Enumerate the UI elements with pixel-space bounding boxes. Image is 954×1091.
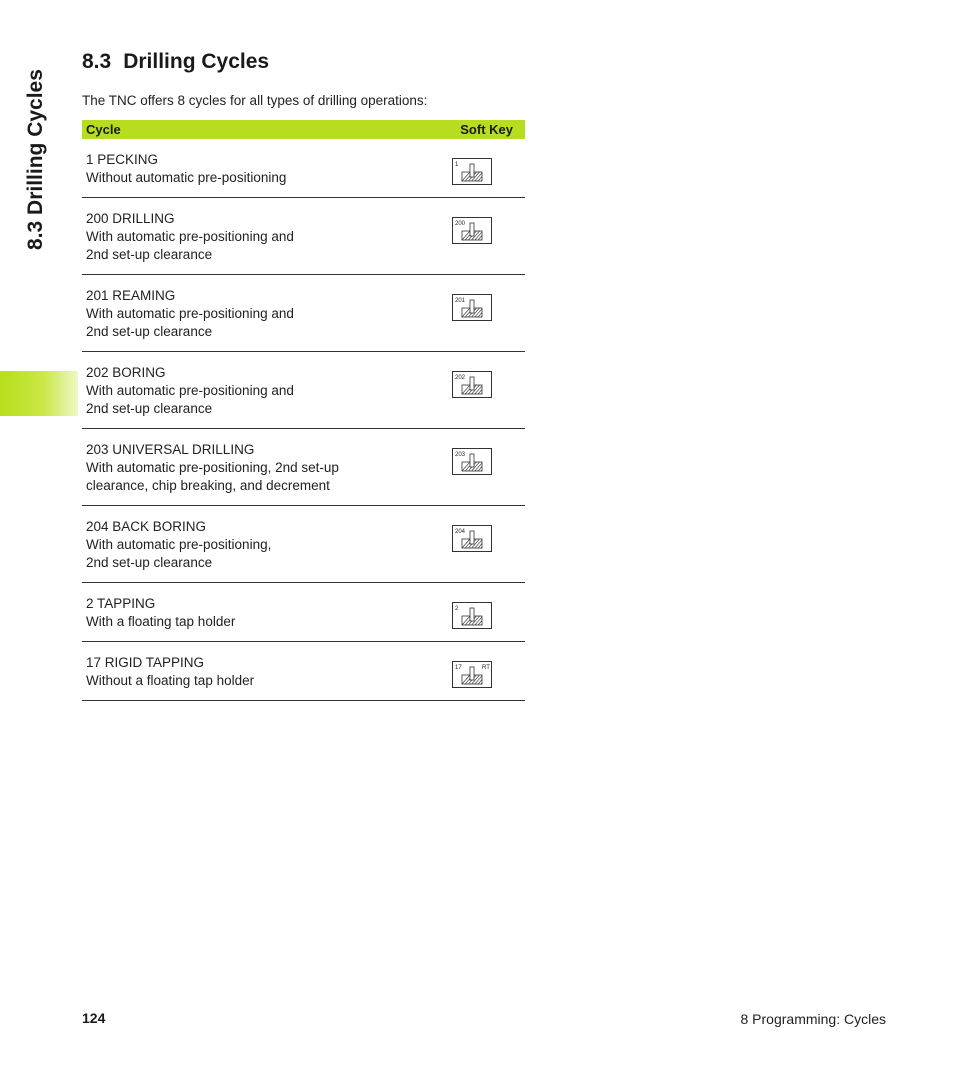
table-row bbox=[82, 429, 525, 506]
cycle-description bbox=[82, 275, 423, 352]
cycle-description-line: With automatic pre-positioning and bbox=[86, 229, 294, 244]
table-row bbox=[82, 198, 525, 275]
column-header-cycle: Cycle bbox=[82, 120, 423, 139]
cycle-name: 1 PECKING bbox=[86, 152, 159, 167]
table-row bbox=[82, 642, 525, 701]
workpiece-hatch-icon bbox=[462, 667, 482, 684]
cycle-description-line: 2nd set-up clearance bbox=[86, 324, 213, 339]
universal-drilling-softkey-icon[interactable] bbox=[452, 448, 492, 475]
table-row bbox=[82, 352, 525, 429]
softkey-number: 1 bbox=[455, 162, 459, 168]
boring-softkey-icon[interactable] bbox=[452, 371, 492, 398]
softkey-graphic bbox=[453, 372, 491, 397]
softkey-graphic bbox=[453, 526, 491, 551]
cycle-description-line: 2nd set-up clearance bbox=[86, 401, 213, 416]
cycle-description-line: With automatic pre-positioning and bbox=[86, 306, 294, 321]
cycle-name: 2 TAPPING bbox=[86, 596, 156, 611]
cycle-description bbox=[82, 583, 423, 642]
softkey-number: 17 bbox=[455, 665, 462, 671]
softkey-number: 203 bbox=[455, 452, 466, 458]
side-section-title bbox=[22, 60, 62, 260]
softkey-number: 204 bbox=[455, 529, 466, 535]
cycle-description bbox=[82, 429, 423, 506]
back-boring-softkey-icon[interactable] bbox=[452, 525, 492, 552]
softkey-number: 2 bbox=[455, 606, 459, 612]
cycle-description-line: clearance, chip breaking, and decrement bbox=[86, 478, 330, 493]
cycle-description-line: With automatic pre-positioning and bbox=[86, 383, 294, 398]
cycle-description-line: Without automatic pre-positioning bbox=[86, 170, 287, 185]
table-row bbox=[82, 275, 525, 352]
soft-key-cell bbox=[423, 275, 525, 352]
cycle-description bbox=[82, 642, 423, 701]
page-number: 124 bbox=[82, 1010, 106, 1026]
cycle-description-line: With a floating tap holder bbox=[86, 614, 236, 629]
softkey-graphic bbox=[453, 662, 491, 687]
cycle-name: 17 RIGID TAPPING bbox=[86, 655, 205, 670]
softkey-graphic bbox=[453, 603, 491, 628]
section-number: 8.3 bbox=[82, 50, 112, 73]
softkey-number: 200 bbox=[455, 221, 466, 227]
table-row bbox=[82, 583, 525, 642]
soft-key-cell bbox=[423, 642, 525, 701]
column-header-soft-key: Soft Key bbox=[423, 120, 525, 139]
softkey-number: 201 bbox=[455, 298, 466, 304]
soft-key-cell bbox=[423, 198, 525, 275]
cycle-name: 204 BACK BORING bbox=[86, 519, 207, 534]
cycle-description bbox=[82, 352, 423, 429]
softkey-suffix: RT bbox=[482, 665, 490, 671]
cycle-description-line: Without a floating tap holder bbox=[86, 673, 255, 688]
side-section-title-text: 8.3 Drilling Cycles bbox=[24, 69, 47, 250]
cycle-description-line: 2nd set-up clearance bbox=[86, 247, 213, 262]
table-row bbox=[82, 139, 525, 198]
tapping-softkey-icon[interactable] bbox=[452, 602, 492, 629]
intro-text: The TNC offers 8 cycles for all types of drilling operations: bbox=[82, 93, 428, 108]
softkey-graphic bbox=[453, 159, 491, 184]
soft-key-cell bbox=[423, 506, 525, 583]
table-header-row bbox=[82, 120, 525, 139]
cycle-name: 200 DRILLING bbox=[86, 211, 175, 226]
chapter-marker bbox=[0, 371, 78, 416]
pecking-softkey-icon[interactable] bbox=[452, 158, 492, 185]
workpiece-hatch-icon bbox=[462, 164, 482, 181]
workpiece-hatch-icon bbox=[462, 608, 482, 625]
cycle-description bbox=[82, 506, 423, 583]
table-row bbox=[82, 506, 525, 583]
chapter-label: 8 Programming: Cycles bbox=[740, 1011, 886, 1027]
softkey-number: 202 bbox=[455, 375, 466, 381]
reaming-softkey-icon[interactable] bbox=[452, 294, 492, 321]
rigid-tapping-softkey-icon[interactable] bbox=[452, 661, 492, 688]
cycle-description-line: With automatic pre-positioning, bbox=[86, 537, 272, 552]
section-title-text: Drilling Cycles bbox=[123, 50, 270, 73]
soft-key-cell bbox=[423, 583, 525, 642]
page-title bbox=[82, 50, 269, 74]
cycles-table bbox=[82, 120, 525, 701]
cycle-description-line: 2nd set-up clearance bbox=[86, 555, 213, 570]
cycle-description bbox=[82, 198, 423, 275]
cycle-description bbox=[82, 139, 423, 198]
soft-key-cell bbox=[423, 139, 525, 198]
softkey-graphic bbox=[453, 218, 491, 243]
cycle-name: 203 UNIVERSAL DRILLING bbox=[86, 442, 255, 457]
soft-key-cell bbox=[423, 352, 525, 429]
cycle-name: 201 REAMING bbox=[86, 288, 176, 303]
softkey-graphic bbox=[453, 449, 491, 474]
cycle-name: 202 BORING bbox=[86, 365, 166, 380]
softkey-graphic bbox=[453, 295, 491, 320]
soft-key-cell bbox=[423, 429, 525, 506]
drilling-softkey-icon[interactable] bbox=[452, 217, 492, 244]
cycle-description-line: With automatic pre-positioning, 2nd set-up bbox=[86, 460, 339, 475]
